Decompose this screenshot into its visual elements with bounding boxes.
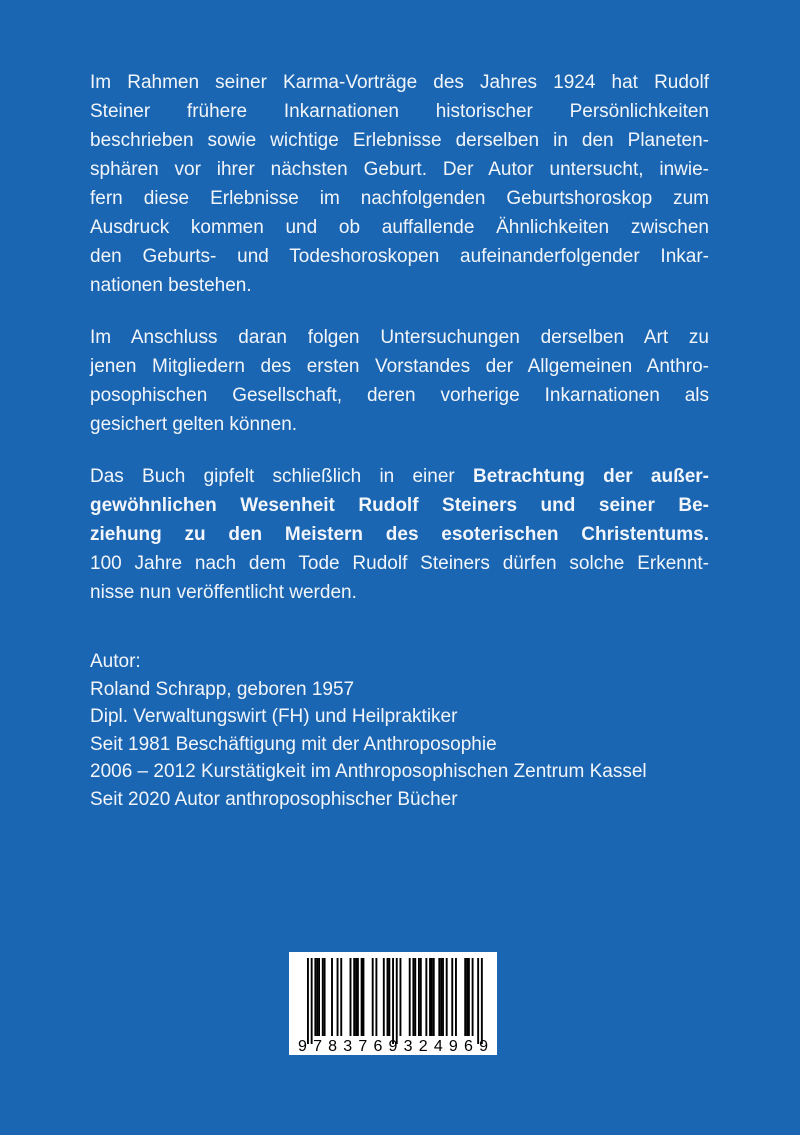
barcode-bar xyxy=(455,958,457,1036)
text-segment: fern diese Erlebnisse im nachfolgenden Geburtshoroskop zum xyxy=(90,188,709,209)
barcode-bar xyxy=(387,958,389,1036)
text-line xyxy=(90,491,709,520)
barcode-bar xyxy=(307,958,309,1044)
text-segment: Das Buch gipfelt schließlich in einer xyxy=(90,466,473,487)
isbn-digits: 9783769324969 xyxy=(298,1038,488,1055)
barcode-bar xyxy=(468,958,470,1036)
barcode-bar xyxy=(464,958,466,1036)
text-line xyxy=(90,410,709,439)
barcode-bar xyxy=(316,958,318,1036)
barcode-bar xyxy=(340,958,342,1036)
barcode-bar xyxy=(446,958,448,1036)
text-line xyxy=(90,213,709,242)
barcode-bar xyxy=(431,958,433,1036)
barcode-bar xyxy=(440,958,442,1036)
barcode-bar xyxy=(451,958,453,1036)
barcode-bar xyxy=(481,958,483,1044)
text-line xyxy=(90,184,709,213)
text-line xyxy=(90,242,709,271)
barcode-bar xyxy=(438,958,440,1036)
author-label: Autor: xyxy=(90,651,141,672)
text-line xyxy=(90,271,709,300)
text-segment: nationen bestehen. xyxy=(90,275,252,296)
barcode-bar xyxy=(400,958,402,1036)
barcode-bar xyxy=(388,958,390,1036)
blurb-text xyxy=(90,68,709,630)
text-segment: jenen Mitgliedern des ersten Vorstandes der Allgemeinen Anthro- xyxy=(90,356,709,377)
text-line xyxy=(90,155,709,184)
barcode-bar xyxy=(324,958,326,1036)
text-line xyxy=(90,68,709,97)
text-segment: posophischen Gesellschaft, deren vorherige Inkarnationen als xyxy=(90,385,709,406)
barcode-bar xyxy=(433,958,435,1036)
author-line: Seit 1981 Beschäftigung mit der Anthroposophie xyxy=(90,733,497,755)
text-segment: Steiner frühere Inkarnationen historischer Persönlichkeiten xyxy=(90,101,709,122)
author-line: Seit 2020 Autor anthroposophischer Bücher xyxy=(90,788,458,810)
barcode-bar xyxy=(322,958,324,1036)
barcode-bar xyxy=(472,958,474,1036)
author-line: 2006 – 2012 Kurstätigkeit im Anthroposophischen Zentrum Kassel xyxy=(90,761,647,782)
barcode-bar xyxy=(442,958,444,1036)
text-line xyxy=(90,578,709,607)
text-line xyxy=(90,97,709,126)
author-line: Dipl. Verwaltungswirt (FH) und Heilpraktiker xyxy=(90,706,458,727)
barcode-bar xyxy=(429,958,431,1036)
barcode-bar xyxy=(353,958,355,1036)
blurb-paragraph xyxy=(90,68,709,300)
text-segment: Im Anschluss daran folgen Untersuchungen derselben Art zu xyxy=(90,327,709,348)
blurb-paragraph xyxy=(90,323,709,439)
text-segment: nisse nun veröffentlicht werden. xyxy=(90,582,357,603)
text-segment: den Geburts- und Todeshoroskopen aufeinanderfolgender Inkar- xyxy=(90,246,709,267)
text-line xyxy=(90,381,709,410)
barcode-bar xyxy=(337,958,339,1036)
barcode-bar xyxy=(420,958,422,1036)
text-line xyxy=(90,126,709,155)
author-info xyxy=(90,648,647,813)
blurb-paragraph xyxy=(90,462,709,607)
barcode-bar xyxy=(361,958,363,1036)
bold-text: Betrachtung der außer- xyxy=(472,466,709,487)
text-line xyxy=(90,323,709,352)
barcode-bar xyxy=(383,958,385,1036)
barcode-bar xyxy=(477,958,479,1044)
barcode-bar xyxy=(355,958,357,1036)
barcode-bar xyxy=(414,958,416,1036)
author-line: Roland Schrapp, geboren 1957 xyxy=(90,678,355,700)
text-line xyxy=(90,549,709,578)
text-segment: beschrieben sowie wichtige Erlebnisse derselben in den Planeten- xyxy=(90,130,709,151)
text-segment: 100 Jahre nach dem Tode Rudolf Steiners dürfen solche Erkennt- xyxy=(90,553,709,574)
bold-text: ziehung zu den Meistern des esoterischen Christentums. xyxy=(90,524,709,545)
barcode-bar xyxy=(318,958,320,1036)
barcode-bar xyxy=(418,958,420,1036)
barcode-bar xyxy=(314,958,316,1036)
text-segment: Im Rahmen seiner Karma-Vorträge des Jahres 1924 hat Rudolf xyxy=(90,72,709,93)
text-segment: sphären vor ihrer nächsten Geburt. Der Autor untersucht, inwie- xyxy=(90,159,709,180)
barcode-bar xyxy=(311,958,313,1044)
barcode-bar xyxy=(409,958,411,1036)
isbn-barcode xyxy=(289,952,497,1055)
barcode-bar xyxy=(363,958,365,1036)
text-line xyxy=(90,462,709,491)
barcode-bar xyxy=(350,958,352,1036)
barcode-bar xyxy=(392,958,394,1044)
barcode-bar xyxy=(357,958,359,1036)
text-line xyxy=(90,352,709,381)
barcode-bar xyxy=(412,958,414,1036)
barcode-bar xyxy=(466,958,468,1036)
barcode-bar xyxy=(372,958,374,1036)
barcode-bar xyxy=(396,958,398,1044)
barcode-bar xyxy=(375,958,377,1036)
barcode-graphic xyxy=(289,952,497,1055)
text-line xyxy=(90,520,709,549)
bold-text: gewöhnlichen Wesenheit Rudolf Steiners und seiner Be- xyxy=(90,495,709,516)
barcode-bar xyxy=(331,958,333,1036)
text-segment: gesichert gelten können. xyxy=(90,414,298,435)
text-segment: Ausdruck kommen und ob auffallende Ähnlichkeiten zwischen xyxy=(90,217,709,238)
barcode-bar xyxy=(425,958,427,1036)
